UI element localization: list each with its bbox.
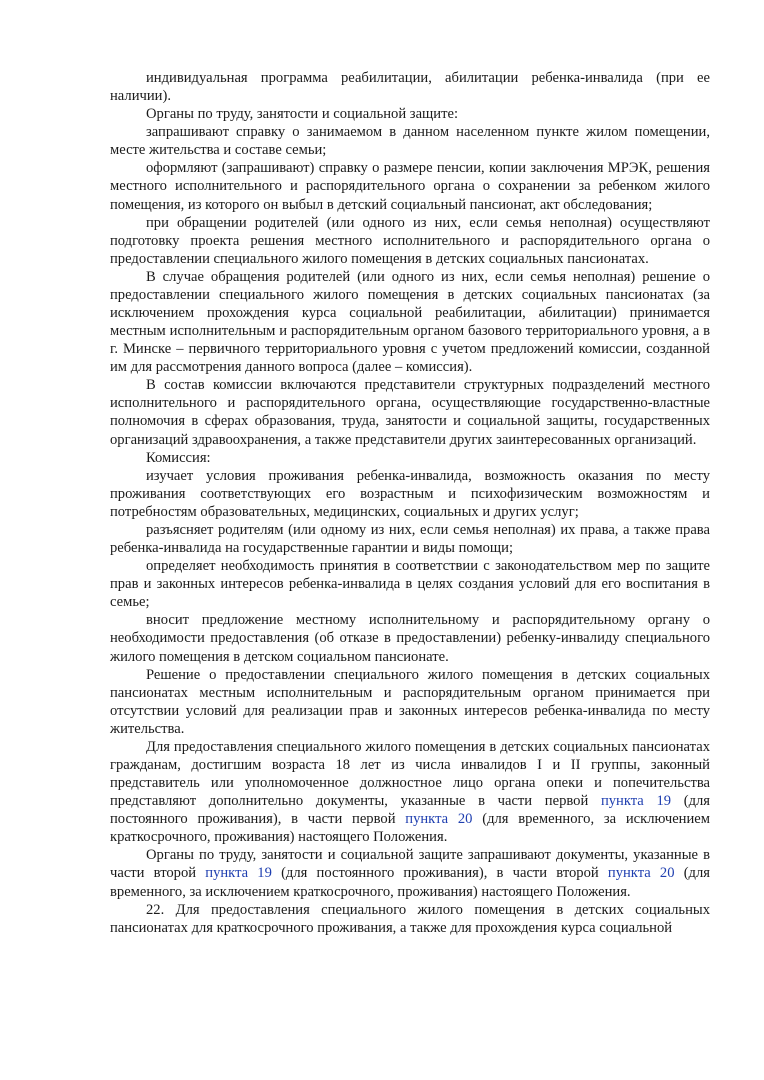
- paragraph-text: вносит предложение местному исполнительному и распорядительному органу о необходимости предоставления (об отказе в предоставлении) ребенку-инвалиду специального жилого помещения в детском социальном пансионате.: [110, 612, 710, 665]
- document-text: [110, 69, 710, 937]
- paragraph-text: Органы по труду, занятости и социальной защите:: [146, 106, 458, 123]
- document-reference-link[interactable]: пункта 20: [405, 811, 473, 828]
- paragraph-text: (для временного, за исключением краткосрочного, проживания) настоящего Положения.: [110, 811, 711, 846]
- paragraph: [110, 105, 710, 123]
- paragraph-text: оформляют (запрашивают) справку о размере пенсии, копии заключения МРЭК, решения местного исполнительного и распорядительного органа о сохранении за ребенком жилого помещения, из которого он выбыл в детский социальный пансионат, акт обследования;: [110, 160, 710, 213]
- paragraph-text: запрашивают справку о занимаемом в данном населенном пункте жилом помещении, месте жительства и составе семьи;: [110, 124, 710, 159]
- document-reference-link[interactable]: пункта 20: [607, 865, 675, 882]
- paragraph: [110, 69, 710, 105]
- paragraph-text: изучает условия проживания ребенка-инвалида, возможность оказания по месту проживания соответствующих его возрастным и психофизическим возможностям и потребностям образовательных, медицинских, социальных и других услуг;: [110, 467, 710, 520]
- paragraph: [110, 467, 710, 521]
- paragraph: [110, 611, 710, 665]
- paragraph-text: при обращении родителей (или одного из них, если семья неполная) осуществляют подготовку проекта решения местного исполнительного и распорядительного органа о предоставлении специального жилого помещения в детских социальных пансионатах.: [110, 214, 710, 267]
- paragraph: [110, 214, 710, 268]
- document-reference-link[interactable]: пункта 19: [205, 865, 272, 882]
- paragraph: [110, 268, 710, 376]
- paragraph: [110, 901, 710, 937]
- paragraph-text: (для постоянного проживания), в части первой: [110, 793, 710, 828]
- paragraph-text: Решение о предоставлении специального жилого помещения в детских социальных пансионатах местным исполнительным и распорядительным органом принимается при отсутствии условий для реализации прав и законных интересов ребенка-инвалида по месту жительства.: [110, 666, 710, 737]
- paragraph: [110, 449, 710, 467]
- paragraph: [110, 557, 710, 611]
- paragraph-text: 22. Для предоставления специального жилого помещения в детских социальных пансионатах для краткосрочного проживания, а также для прохождения курса социальной: [110, 901, 710, 936]
- paragraph-text: (для временного, за исключением краткосрочного, проживания) настоящего Положения.: [110, 865, 710, 900]
- paragraph-text: Органы по труду, занятости и социальной защите запрашивают документы, указанные в части второй: [110, 847, 710, 882]
- paragraph: [110, 666, 710, 738]
- paragraph: [110, 159, 710, 213]
- paragraph-text: индивидуальная программа реабилитации, абилитации ребенка-инвалида (при ее наличии).: [110, 70, 710, 105]
- paragraph-text: (для постоянного проживания), в части второй: [271, 865, 608, 882]
- document-reference-link[interactable]: пункта 19: [600, 793, 672, 810]
- paragraph: [110, 123, 710, 159]
- paragraph-text: разъясняет родителям (или одному из них, если семья неполная) их права, а также права ребенка-инвалида на государственные гарантии и виды помощи;: [110, 521, 710, 557]
- paragraph: [110, 846, 710, 900]
- paragraph-text: В состав комиссии включаются представители структурных подразделений местного исполнительного и распорядительного органа, осуществляющие государственно-властные полномочия в сферах образования, труда, занятости и социальной защиты, государственных организаций здравоохранения, а также представители других заинтересованных организаций.: [110, 377, 710, 448]
- paragraph-text: В случае обращения родителей (или одного из них, если семья неполная) решение о предоставлении специального жилого помещения в детских социальных пансионатах (за исключением прохождения курса социальной реабилитации, абилитации) принимается местным исполнительным и распорядительным органом базового территориального уровня, а в г. Минске – первичного территориального уровня с учетом предложений комиссии, созданной им для рассмотрения данного вопроса (далее – комиссия).: [110, 268, 710, 376]
- paragraph: [110, 521, 710, 557]
- paragraph-text: Комиссия:: [146, 449, 211, 466]
- paragraph-text: определяет необходимость принятия в соответствии с законодательством мер по защите прав и законных интересов ребенка-инвалида в целях создания условий для его воспитания в семье;: [110, 558, 710, 611]
- paragraph: [110, 738, 710, 846]
- paragraph: [110, 376, 710, 448]
- paragraph-text: Для предоставления специального жилого помещения в детских социальных пансионатах гражданам, достигшим возраста 18 лет из числа инвалидов I и II группы, законный представитель или уполномоченное должностное лицо органа опеки и попечительства представляют дополнительно документы, указанные в части первой: [110, 738, 710, 810]
